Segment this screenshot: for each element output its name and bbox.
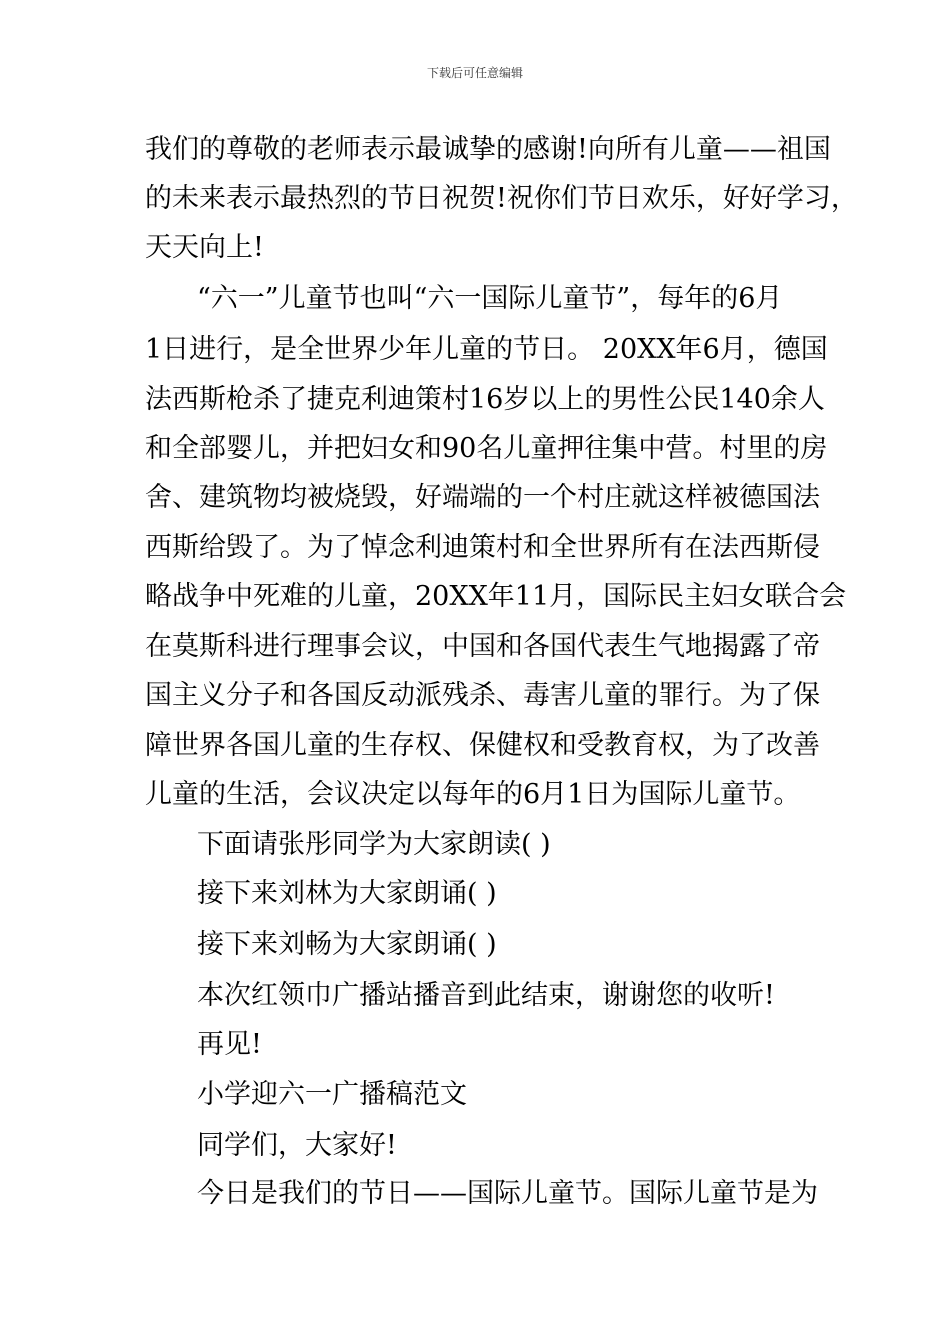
text-line: 在莫斯科进行理事会议，中国和各国代表生气地揭露了帝 — [145, 631, 820, 662]
text-line: 的未来表示最热烈的节日祝贺!祝你们节日欢乐，好好学习， — [145, 183, 858, 214]
text-line: 接下来刘林为大家朗诵( ) — [197, 878, 497, 909]
text-line: 略战争中死难的儿童，20XX年11月，国际民主妇女联合会 — [145, 581, 847, 612]
page-header: 下载后可任意编辑 — [426, 66, 523, 80]
text-line: 今日是我们的节日——国际儿童节。国际儿童节是为 — [197, 1178, 818, 1209]
text-line: 下面请张彤同学为大家朗读( ) — [197, 829, 551, 860]
text-line: 本次红领巾广播站播音到此结束，谢谢您的收听! — [197, 980, 775, 1011]
text-line: 同学们，大家好! — [197, 1130, 397, 1161]
text-line: 舍、建筑物均被烧毁，好端端的一个村庄就这样被德国法 — [145, 482, 820, 513]
text-line: 接下来刘畅为大家朗诵( ) — [197, 929, 497, 960]
text-line: 国主义分子和各国反动派残杀、毒害儿童的罪行。为了保 — [145, 680, 820, 711]
text-line: 西斯给毁了。为了悼念利迪策村和全世界所有在法西斯侵 — [145, 532, 820, 563]
text-line: 再见! — [197, 1029, 262, 1060]
text-line: 1日进行，是全世界少年儿童的节日。 20XX年6月，德国 — [145, 334, 828, 365]
text-line: 儿童的生活，会议决定以每年的6月1日为国际儿童节。 — [145, 779, 801, 810]
text-line: 和全部婴儿，并把妇女和90名儿童押往集中营。村里的房 — [145, 433, 828, 464]
text-line: 法西斯枪杀了捷克利迪策村16岁以上的男性公民140余人 — [145, 384, 825, 415]
text-line: 小学迎六一广播稿范文 — [197, 1079, 467, 1110]
text-line: 我们的尊敬的老师表示最诚挚的感谢!向所有儿童——祖国 — [145, 134, 831, 165]
text-line: 天天向上! — [145, 232, 264, 263]
text-line: 障世界各国儿童的生存权、保健权和受教育权，为了改善 — [145, 730, 820, 761]
text-line: “六一”儿童节也叫“六一国际儿童节”，每年的6月 — [197, 283, 783, 314]
